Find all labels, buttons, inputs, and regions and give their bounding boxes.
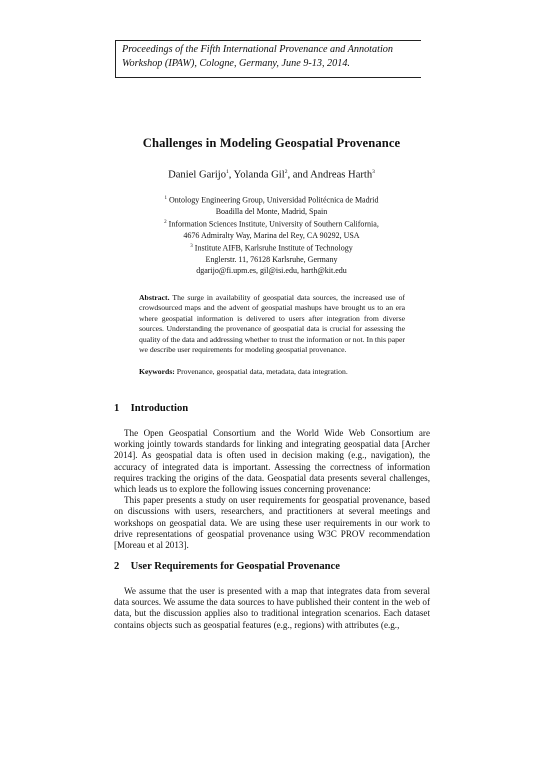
keywords-label: Keywords:: [139, 367, 175, 376]
affiliation-mark: 1: [164, 196, 167, 201]
affiliation-mark: 3: [190, 244, 193, 250]
author-separator: , and: [287, 169, 311, 181]
affiliation-line: Englerstr. 11, 76128 Karlsruhe, Germany: [205, 254, 338, 264]
keywords: [139, 367, 405, 377]
author-name: Andreas Harth: [310, 169, 373, 181]
affiliation-mark: 2: [284, 169, 288, 175]
section-number: 1: [114, 403, 120, 414]
author-emails: dgarijo@fi.upm.es, gil@isi.edu, harth@kit.edu: [196, 266, 347, 276]
section-title: User Requirements for Geospatial Provenance: [130, 561, 340, 572]
keywords-text: Provenance, geospatial data, metadata, data integration.: [176, 367, 348, 376]
section-body: [114, 586, 430, 631]
author-separator: ,: [228, 169, 234, 181]
section-title: Introduction: [130, 403, 189, 414]
abstract: [139, 293, 405, 355]
paragraph: This paper presents a study on user requirements for geospatial provenance, based on discussions with users, researchers, and practitioners at several meetings and workshops on geospatial data. We are using these user requirements in our work to drive representations of geospatial provenance using W3C PROV recommendation [Moreau et al 2013].: [114, 495, 430, 551]
affiliation-mark: 1: [226, 169, 229, 175]
section-number: 2: [114, 561, 120, 572]
affiliation-line: $^2$ Information Sciences Institute, University of Southern California,: [164, 219, 379, 229]
author-name: Yolanda Gil: [233, 169, 285, 181]
section-heading: [114, 561, 340, 572]
paper-title: Challenges in Modeling Geospatial Provenance: [142, 136, 401, 150]
paragraph: We assume that the user is presented with a map that integrates data from several data sources. We assume the data sources to have published their content in the web of data, but the discussion applies also to traditional integration scenarios. Each dataset contains objects such as geospatial features (e.g., regions) with attributes (e.g.,: [114, 586, 430, 630]
affiliation-line: $^1$ Ontology Engineering Group, Universidad Politécnica de Madrid: [164, 195, 379, 205]
author-name: Daniel Garijo: [168, 169, 227, 181]
abstract-label: Abstract.: [139, 293, 170, 302]
proceedings-header: [115, 40, 421, 78]
paragraph: The Open Geospatial Consortium and the World Wide Web Consortium are working jointly towards standards for linking and integrating geospatial data [Archer 2014]. As geospatial data is often used in decision making (e.g., navigation), the accuracy of integrated data is important. Assessing the correctness of information requires tracking the origins of the data. Geospatial data presents several challenges, which leads us to explore the following issues concerning provenance:: [114, 428, 430, 495]
section-body: [114, 428, 430, 551]
section-heading: [114, 403, 188, 414]
abstract-text: The surge in availability of geospatial data sources, the increased use of crowdsourced maps and the advent of geospatial mashups have brought us to an era where geospatial information is delivered to users after integration from diverse sources. Understanding the provenance of geospatial data is crucial for assessing the quality of the data and addressing whether to trust the information or not. In this paper we describe user requirements for modeling geospatial provenance.: [139, 293, 405, 355]
proceedings-line-1: Proceedings of the Fifth International Provenance and Annotation: [122, 44, 393, 55]
proceedings-line-2: Workshop (IPAW), Cologne, Germany, June 9-13, 2014.: [122, 58, 350, 69]
author-list: [0, 169, 543, 181]
affiliations: [0, 193, 543, 276]
affiliation-line: Boadilla del Monte, Madrid, Spain: [215, 206, 328, 216]
affiliation-mark: 2: [164, 220, 167, 226]
affiliation-mark: 3: [372, 169, 375, 175]
affiliation-line: $^3$ Institute AIFB, Karlsruhe Institute of Technology: [190, 243, 353, 253]
affiliation-line: 4676 Admiralty Way, Marina del Rey, CA 90292, USA: [183, 230, 360, 240]
